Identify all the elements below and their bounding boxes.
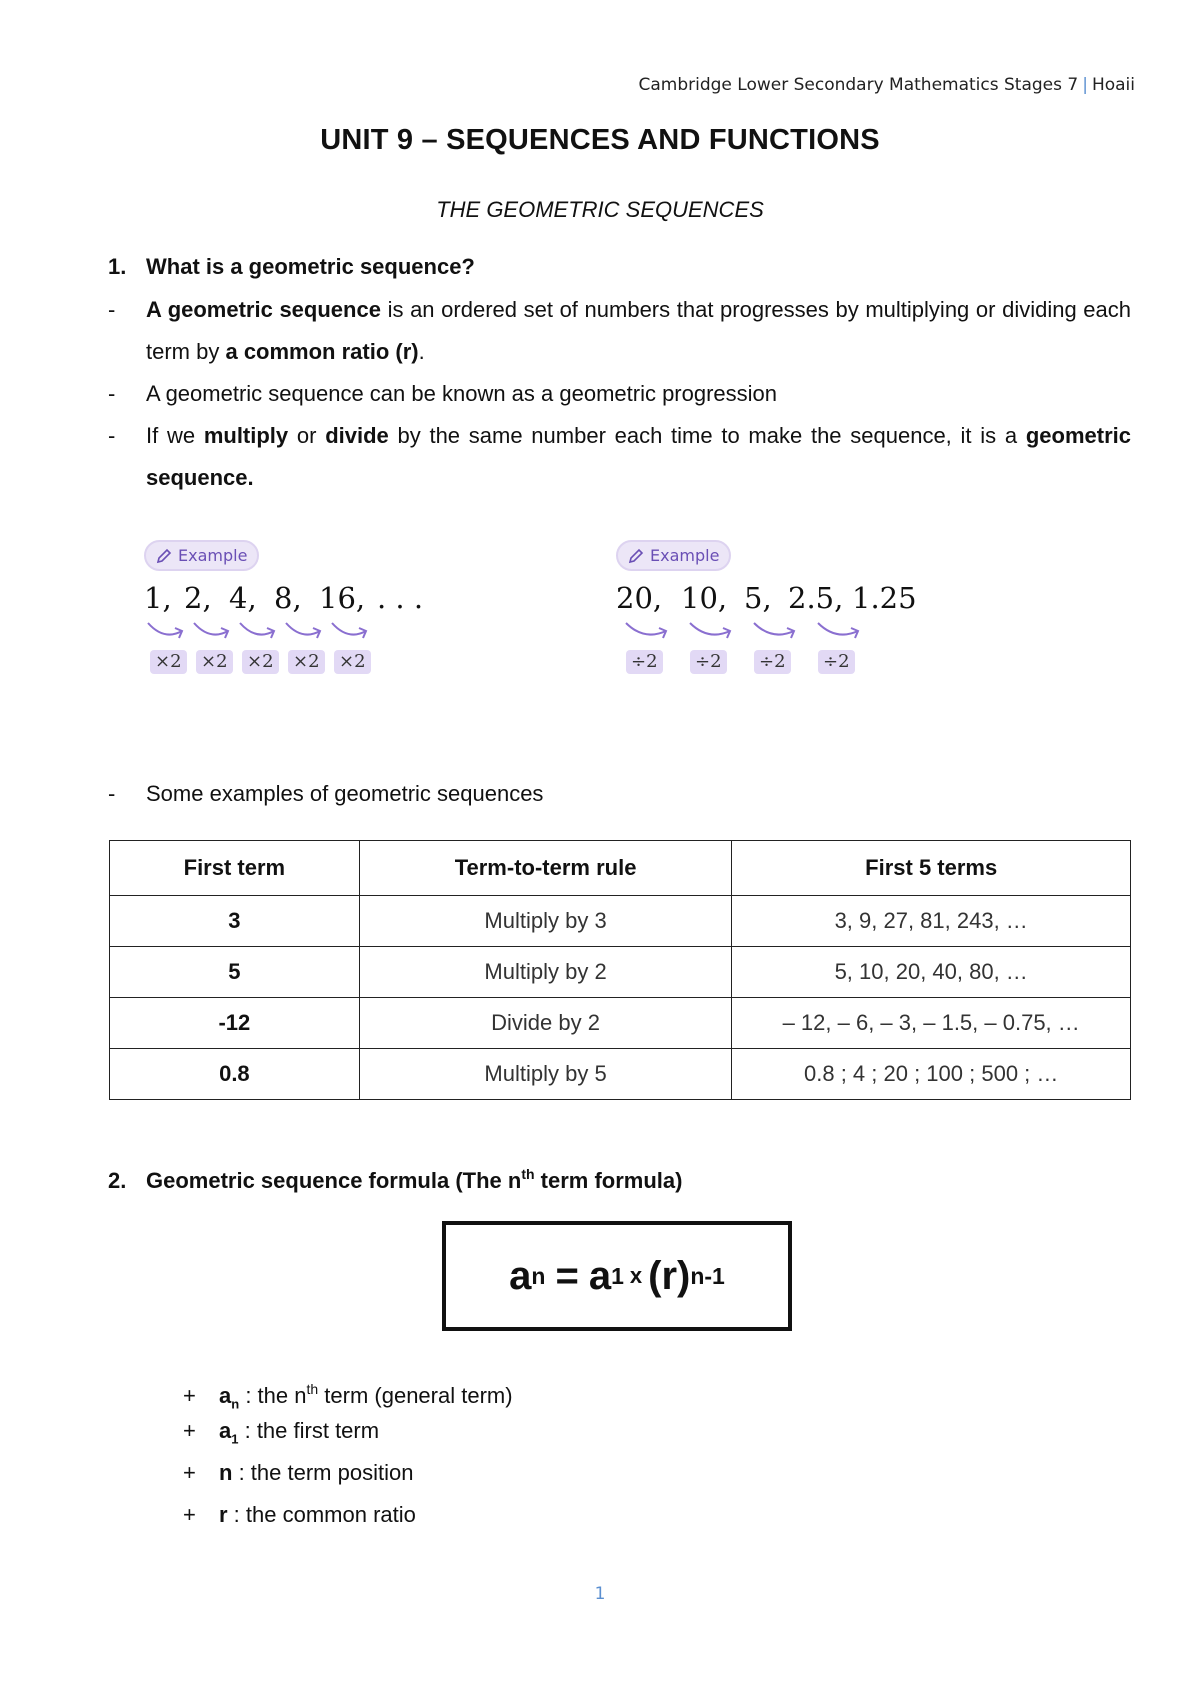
definition-text: term (general term)	[318, 1383, 513, 1408]
definition-text: : the common ratio	[227, 1502, 416, 1527]
table-cell: Multiply by 3	[359, 896, 732, 947]
sequence-term: 1,	[144, 581, 172, 615]
heading-text: Geometric sequence formula (The n	[146, 1168, 522, 1193]
section-2-number: 2.	[108, 1168, 127, 1193]
table-cell: 5, 10, 20, 40, 80, …	[732, 947, 1131, 998]
operation-row	[616, 650, 936, 676]
nth-term-formula	[442, 1221, 792, 1331]
formula-a1: a	[588, 1253, 612, 1298]
symbol-letter: a	[219, 1383, 232, 1408]
section-1-title: What is a geometric sequence?	[146, 254, 475, 279]
table-cell: Divide by 2	[359, 998, 732, 1049]
table-cell: 3	[110, 896, 360, 947]
symbol-subscript: n	[231, 1396, 240, 1412]
bullet-examples	[108, 773, 1131, 815]
example-sequence	[616, 581, 936, 619]
page-number: 1	[594, 1584, 606, 1604]
operation-chip: ×2	[196, 650, 233, 674]
bullet-dash: -	[108, 297, 116, 322]
formula-ratio: (r)	[648, 1253, 691, 1298]
text-part: If we	[146, 423, 204, 448]
formula-an: a	[509, 1253, 532, 1298]
operation-chip: ÷2	[690, 650, 727, 674]
section-2-heading	[108, 1166, 682, 1194]
term-divide: divide	[325, 423, 389, 448]
table-cell: – 12, – 6, – 3, – 1.5, – 0.75, …	[732, 998, 1131, 1049]
bullet-multiply-divide-text	[146, 415, 1131, 499]
sequence-term: 5,	[744, 581, 772, 615]
header-course: Cambridge Lower Secondary Mathematics Stages 7	[638, 75, 1079, 95]
column-header: Term-to-term rule	[359, 841, 732, 896]
definition-period: .	[418, 339, 425, 364]
text-part: by the same number each time to make the sequence, it is a	[388, 423, 1026, 448]
column-header: First term	[110, 841, 360, 896]
bullet-examples-text: Some examples of geometric sequences	[146, 781, 544, 806]
running-header	[638, 75, 1135, 95]
example-sequence	[144, 581, 424, 619]
plus-marker: +	[183, 1383, 196, 1408]
bullet-dash: -	[108, 381, 116, 406]
pencil-icon	[628, 548, 644, 564]
operation-chip: ÷2	[754, 650, 791, 674]
table-cell: Multiply by 2	[359, 947, 732, 998]
example-badge	[144, 540, 259, 571]
operation-chip: ×2	[150, 650, 187, 674]
column-header: First 5 terms	[732, 841, 1131, 896]
operation-row	[144, 650, 424, 676]
operation-chip: ÷2	[818, 650, 855, 674]
formula-times: x	[629, 1263, 643, 1288]
sequence-term: 1.25	[852, 581, 917, 615]
definition-n	[183, 1452, 413, 1494]
section-1-number: 1.	[108, 254, 127, 279]
text-part: or	[288, 423, 326, 448]
example-multiply	[144, 540, 424, 676]
formula-sub-n: n	[531, 1262, 546, 1289]
table-cell: 3, 9, 27, 81, 243, …	[732, 896, 1131, 947]
arrow-row	[616, 619, 876, 645]
section-2-title	[146, 1168, 682, 1193]
definition-symbol: n	[219, 1460, 233, 1485]
sequence-term: 2,	[184, 581, 212, 615]
term-geometric-sequence: A geometric sequence	[146, 297, 381, 322]
plus-marker: +	[183, 1502, 196, 1527]
table-cell: 0.8	[110, 1049, 360, 1100]
term-multiply: multiply	[203, 423, 289, 448]
sequence-term: 4,	[229, 581, 257, 615]
table-row	[110, 1049, 1131, 1100]
definition-symbol: r	[219, 1502, 228, 1527]
table-cell: Multiply by 5	[359, 1049, 732, 1100]
definition-text: : the first term	[238, 1418, 380, 1443]
example-badge-label: Example	[178, 546, 248, 565]
heading-superscript: th	[521, 1166, 535, 1182]
bullet-dash: -	[108, 781, 116, 806]
example-divide	[616, 540, 936, 676]
header-author: Hoaii	[1091, 75, 1135, 95]
table-cell: 0.8 ; 4 ; 20 ; 100 ; 500 ; …	[732, 1049, 1131, 1100]
sequence-term: 20,	[616, 581, 663, 615]
bullet-multiply-divide	[108, 415, 1131, 499]
table-row	[110, 896, 1131, 947]
sequence-term: . . .	[377, 581, 424, 615]
formula-exponent: n-1	[690, 1262, 725, 1289]
definition-text: is an ordered set of numbers that progresses by multiplying or dividing each term by	[146, 297, 1132, 364]
operation-chip: ×2	[242, 650, 279, 674]
table-row	[110, 947, 1131, 998]
page-subtitle: THE GEOMETRIC SEQUENCES	[436, 197, 764, 222]
table-header-row	[110, 841, 1131, 896]
bullet-definition-text	[146, 289, 1131, 373]
bullet-dash: -	[108, 423, 116, 448]
table-cell: -12	[110, 998, 360, 1049]
sequence-term: 8,	[274, 581, 302, 615]
pencil-icon	[156, 548, 172, 564]
definition-text: : the term position	[232, 1460, 414, 1485]
page-title: UNIT 9 – SEQUENCES AND FUNCTIONS	[320, 124, 880, 156]
symbol-letter: a	[219, 1418, 232, 1443]
plus-marker: +	[183, 1418, 196, 1443]
definition-text: : the n	[239, 1383, 307, 1408]
bullet-definition	[108, 289, 1131, 373]
table-row	[110, 998, 1131, 1049]
bullet-progression	[108, 373, 1131, 415]
header-separator: |	[1082, 75, 1088, 95]
definition-superscript: th	[306, 1381, 319, 1397]
heading-text: term formula)	[534, 1168, 683, 1193]
plus-marker: +	[183, 1460, 196, 1485]
definition-symbol	[219, 1418, 239, 1447]
formula-equals: =	[555, 1253, 579, 1298]
table-cell: 5	[110, 947, 360, 998]
definition-r	[183, 1494, 416, 1536]
term-geometric-sequence: geometric sequence.	[146, 423, 1131, 490]
example-badge-label: Example	[650, 546, 720, 565]
sequence-term: 16,	[319, 581, 366, 615]
sequence-term: 10,	[681, 581, 728, 615]
operation-chip: ×2	[334, 650, 371, 674]
definition-symbol	[219, 1383, 240, 1412]
formula-sub-1: 1	[611, 1262, 624, 1289]
operation-chip: ÷2	[626, 650, 663, 674]
arrow-row	[144, 619, 384, 645]
term-common-ratio: a common ratio (r)	[225, 339, 419, 364]
section-1-heading	[108, 254, 475, 280]
sequence-term: 2.5,	[788, 581, 844, 615]
operation-chip: ×2	[288, 650, 325, 674]
example-badge	[616, 540, 731, 571]
examples-table	[109, 840, 1131, 1100]
bullet-progression-text: A geometric sequence can be known as a geometric progression	[146, 381, 778, 406]
symbol-subscript: 1	[231, 1431, 239, 1447]
